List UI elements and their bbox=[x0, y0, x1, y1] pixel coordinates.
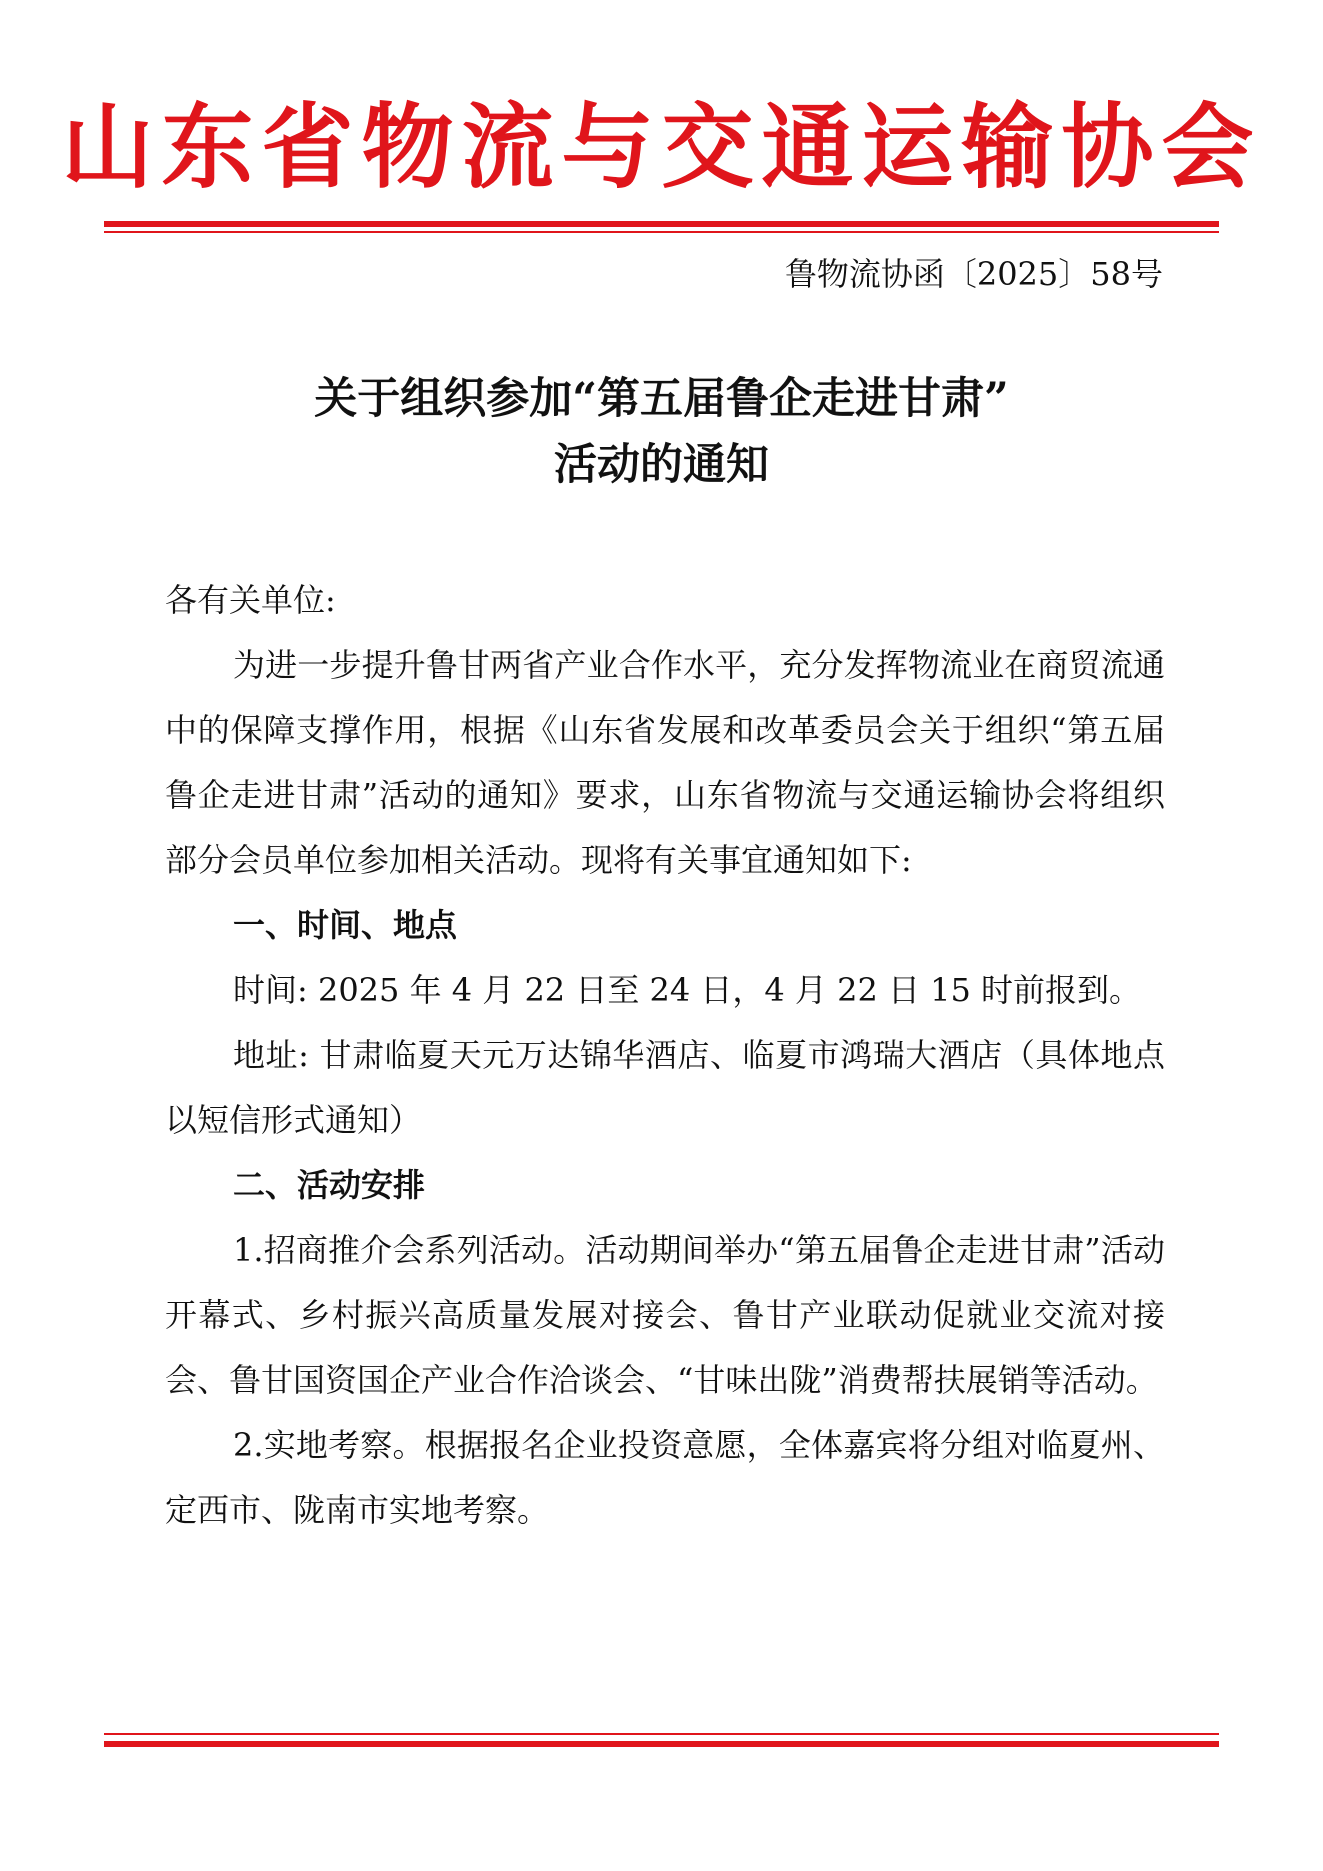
footer-rule-thick bbox=[104, 1741, 1219, 1747]
document-title-line-1: 关于组织参加“第五届鲁企走进甘肃” bbox=[314, 374, 1009, 424]
organization-name: 山东省物流与交通运输协会 bbox=[61, 93, 1262, 201]
section-1-address: 地址: 甘肃临夏天元万达锦华酒店、临夏市鸿瑞大酒店（具体地点以短信形式通知） bbox=[165, 1036, 1165, 1139]
footer-rule-thin bbox=[104, 1733, 1219, 1735]
document-body bbox=[165, 568, 1165, 1543]
intro-paragraph: 为进一步提升鲁甘两省产业合作水平，充分发挥物流业在商贸流通中的保障支撑作用，根据《山东省发展和改革委员会关于组织“第五届鲁企走进甘肃”活动的通知》要求，山东省物流与交通运输协会将组织部分会员单位参加相关活动。现将有关事宜通知如下: bbox=[165, 646, 1165, 879]
document-title-line-2: 活动的通知 bbox=[554, 440, 769, 490]
document-number: 鲁物流协函〔2025〕58号 bbox=[784, 255, 1163, 293]
section-1-heading: 一、时间、地点 bbox=[233, 906, 458, 944]
header-rule-thin bbox=[104, 231, 1219, 233]
section-1-time: 时间: 2025 年 4 月 22 日至 24 日，4 月 22 日 15 时前报到。 bbox=[233, 971, 1142, 1009]
header-rule-thick bbox=[104, 221, 1219, 227]
salutation: 各有关单位: bbox=[165, 581, 336, 619]
section-2-item-2: 2.实地考察。根据报名企业投资意愿，全体嘉宾将分组对临夏州、定西市、陇南市实地考察。 bbox=[165, 1426, 1165, 1529]
section-2-heading: 二、活动安排 bbox=[233, 1166, 426, 1204]
section-2-item-1: 1.招商推介会系列活动。活动期间举办“第五届鲁企走进甘肃”活动开幕式、乡村振兴高质量发展对接会、鲁甘产业联动促就业交流对接会、鲁甘国资国企产业合作洽谈会、“甘味出陇”消费帮扶展销等活动。 bbox=[165, 1231, 1165, 1399]
